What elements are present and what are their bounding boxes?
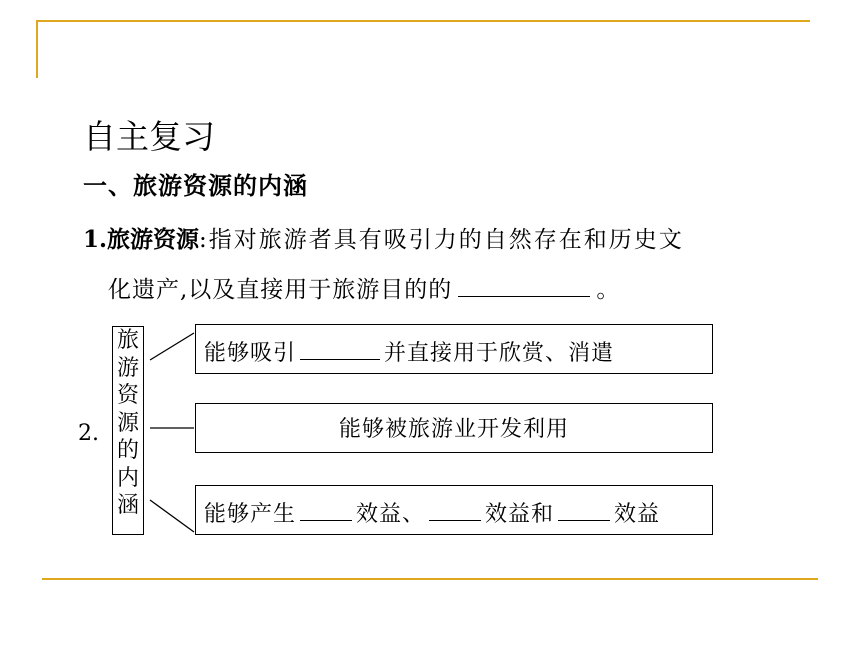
box1-text-after: 并直接用于欣赏、消遣 — [384, 341, 615, 366]
box3-text-3: 效益和 — [485, 502, 555, 527]
fill-blank[interactable] — [429, 500, 481, 521]
vertical-char: 涵 — [116, 493, 139, 518]
fill-blank[interactable] — [458, 276, 590, 297]
item1-line1 — [83, 224, 684, 256]
box2-text: 能够被旅游业开发利用 — [338, 417, 569, 442]
fill-blank[interactable] — [300, 500, 352, 521]
connector-bottom — [150, 500, 194, 532]
box3-text-1: 能够产生 — [204, 502, 297, 527]
vertical-char: 资 — [116, 383, 139, 408]
item1-line2 — [108, 274, 620, 306]
vertical-char: 的 — [116, 438, 139, 463]
item1-number: 1. — [83, 226, 108, 253]
feature-box-benefits — [195, 485, 713, 535]
left-border-line — [36, 20, 38, 78]
section-title: 一、旅游资源的内涵 — [83, 172, 308, 200]
top-border-line — [36, 20, 810, 22]
item1-text-line2: 化遗产,以及直接用于旅游目的的 — [108, 277, 453, 303]
bottom-border-line — [42, 578, 818, 580]
connector-top — [150, 333, 194, 360]
box3-text-2: 效益、 — [356, 502, 426, 527]
box3-text-4: 效益 — [614, 502, 661, 527]
feature-box-develop — [195, 403, 713, 453]
vertical-char: 源 — [116, 410, 139, 436]
fill-blank[interactable] — [300, 339, 380, 360]
vertical-char: 游 — [116, 355, 139, 381]
item1-term: 旅游资源 — [107, 226, 200, 253]
vertical-char: 旅 — [116, 328, 139, 353]
item2-number: 2. — [78, 421, 99, 446]
slide-heading: 自主复习 — [83, 117, 215, 156]
feature-box-attract — [195, 324, 713, 374]
box1-text-before: 能够吸引 — [204, 341, 297, 366]
fill-blank[interactable] — [558, 500, 610, 521]
vertical-label-box — [112, 326, 144, 535]
vertical-char: 内 — [116, 465, 139, 491]
item1-period: 。 — [596, 277, 621, 303]
item1-text-line1: :指对旅游者具有吸引力的自然存在和历史文 — [199, 227, 684, 253]
